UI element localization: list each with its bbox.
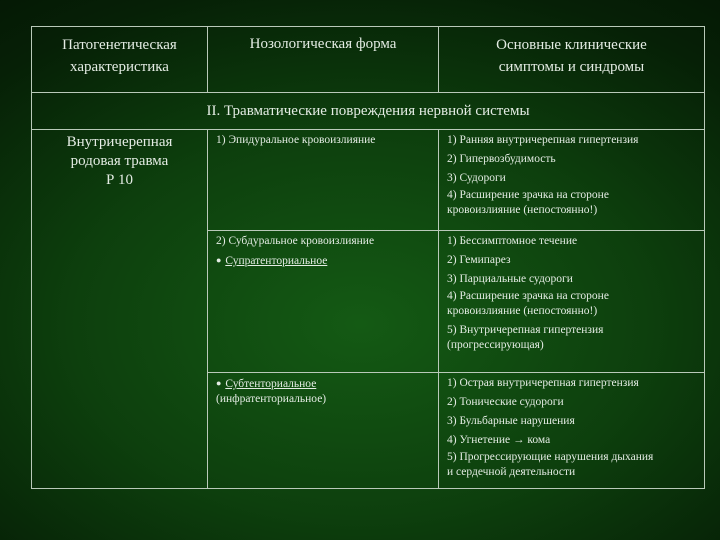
clinical-table — [31, 26, 705, 489]
pathogenetic-cell: Внутричерепная родовая травма Р 10 — [32, 130, 208, 489]
symptoms-subtentorial: 1) Острая внутричерепная гипертензия 2) Тонические судороги 3) Бульбарные нарушения 4) Угнетение → кома 5) Прогрессирующие нарушения дыхания и сердечной деятельности — [439, 373, 705, 489]
header-nosological: Нозологическая форма — [208, 27, 439, 93]
bullet-icon: ● — [216, 378, 222, 388]
form-subdural: 2) Субдуральное кровоизлияние ● Супратенториальное — [208, 231, 439, 373]
section-title: II. Травматические повреждения нервной системы — [32, 93, 705, 130]
symptoms-epidural: 1) Ранняя внутричерепная гипертензия 2) Гипервозбудимость 3) Судороги 4) Расширение зрачка на стороне кровоизлияние (непостоянно!) — [439, 130, 705, 231]
header-pathogenetic: Патогенетическая характеристика — [32, 27, 208, 93]
header-symptoms: Основные клинические симптомы и синдромы — [439, 27, 705, 93]
form-epidural: 1) Эпидуральное кровоизлияние — [208, 130, 439, 231]
symptoms-subdural: 1) Бессимптомное течение 2) Гемипарез 3) Парциальные судороги 4) Расширение зрачка на стороне кровоизлияние (непостоянно!) 5) Внутричерепная гипертензия (прогрессирующая) — [439, 231, 705, 373]
bullet-icon: ● — [216, 255, 222, 265]
form-subtentorial: ● Субтенториальное (инфратенториальное) — [208, 373, 439, 489]
